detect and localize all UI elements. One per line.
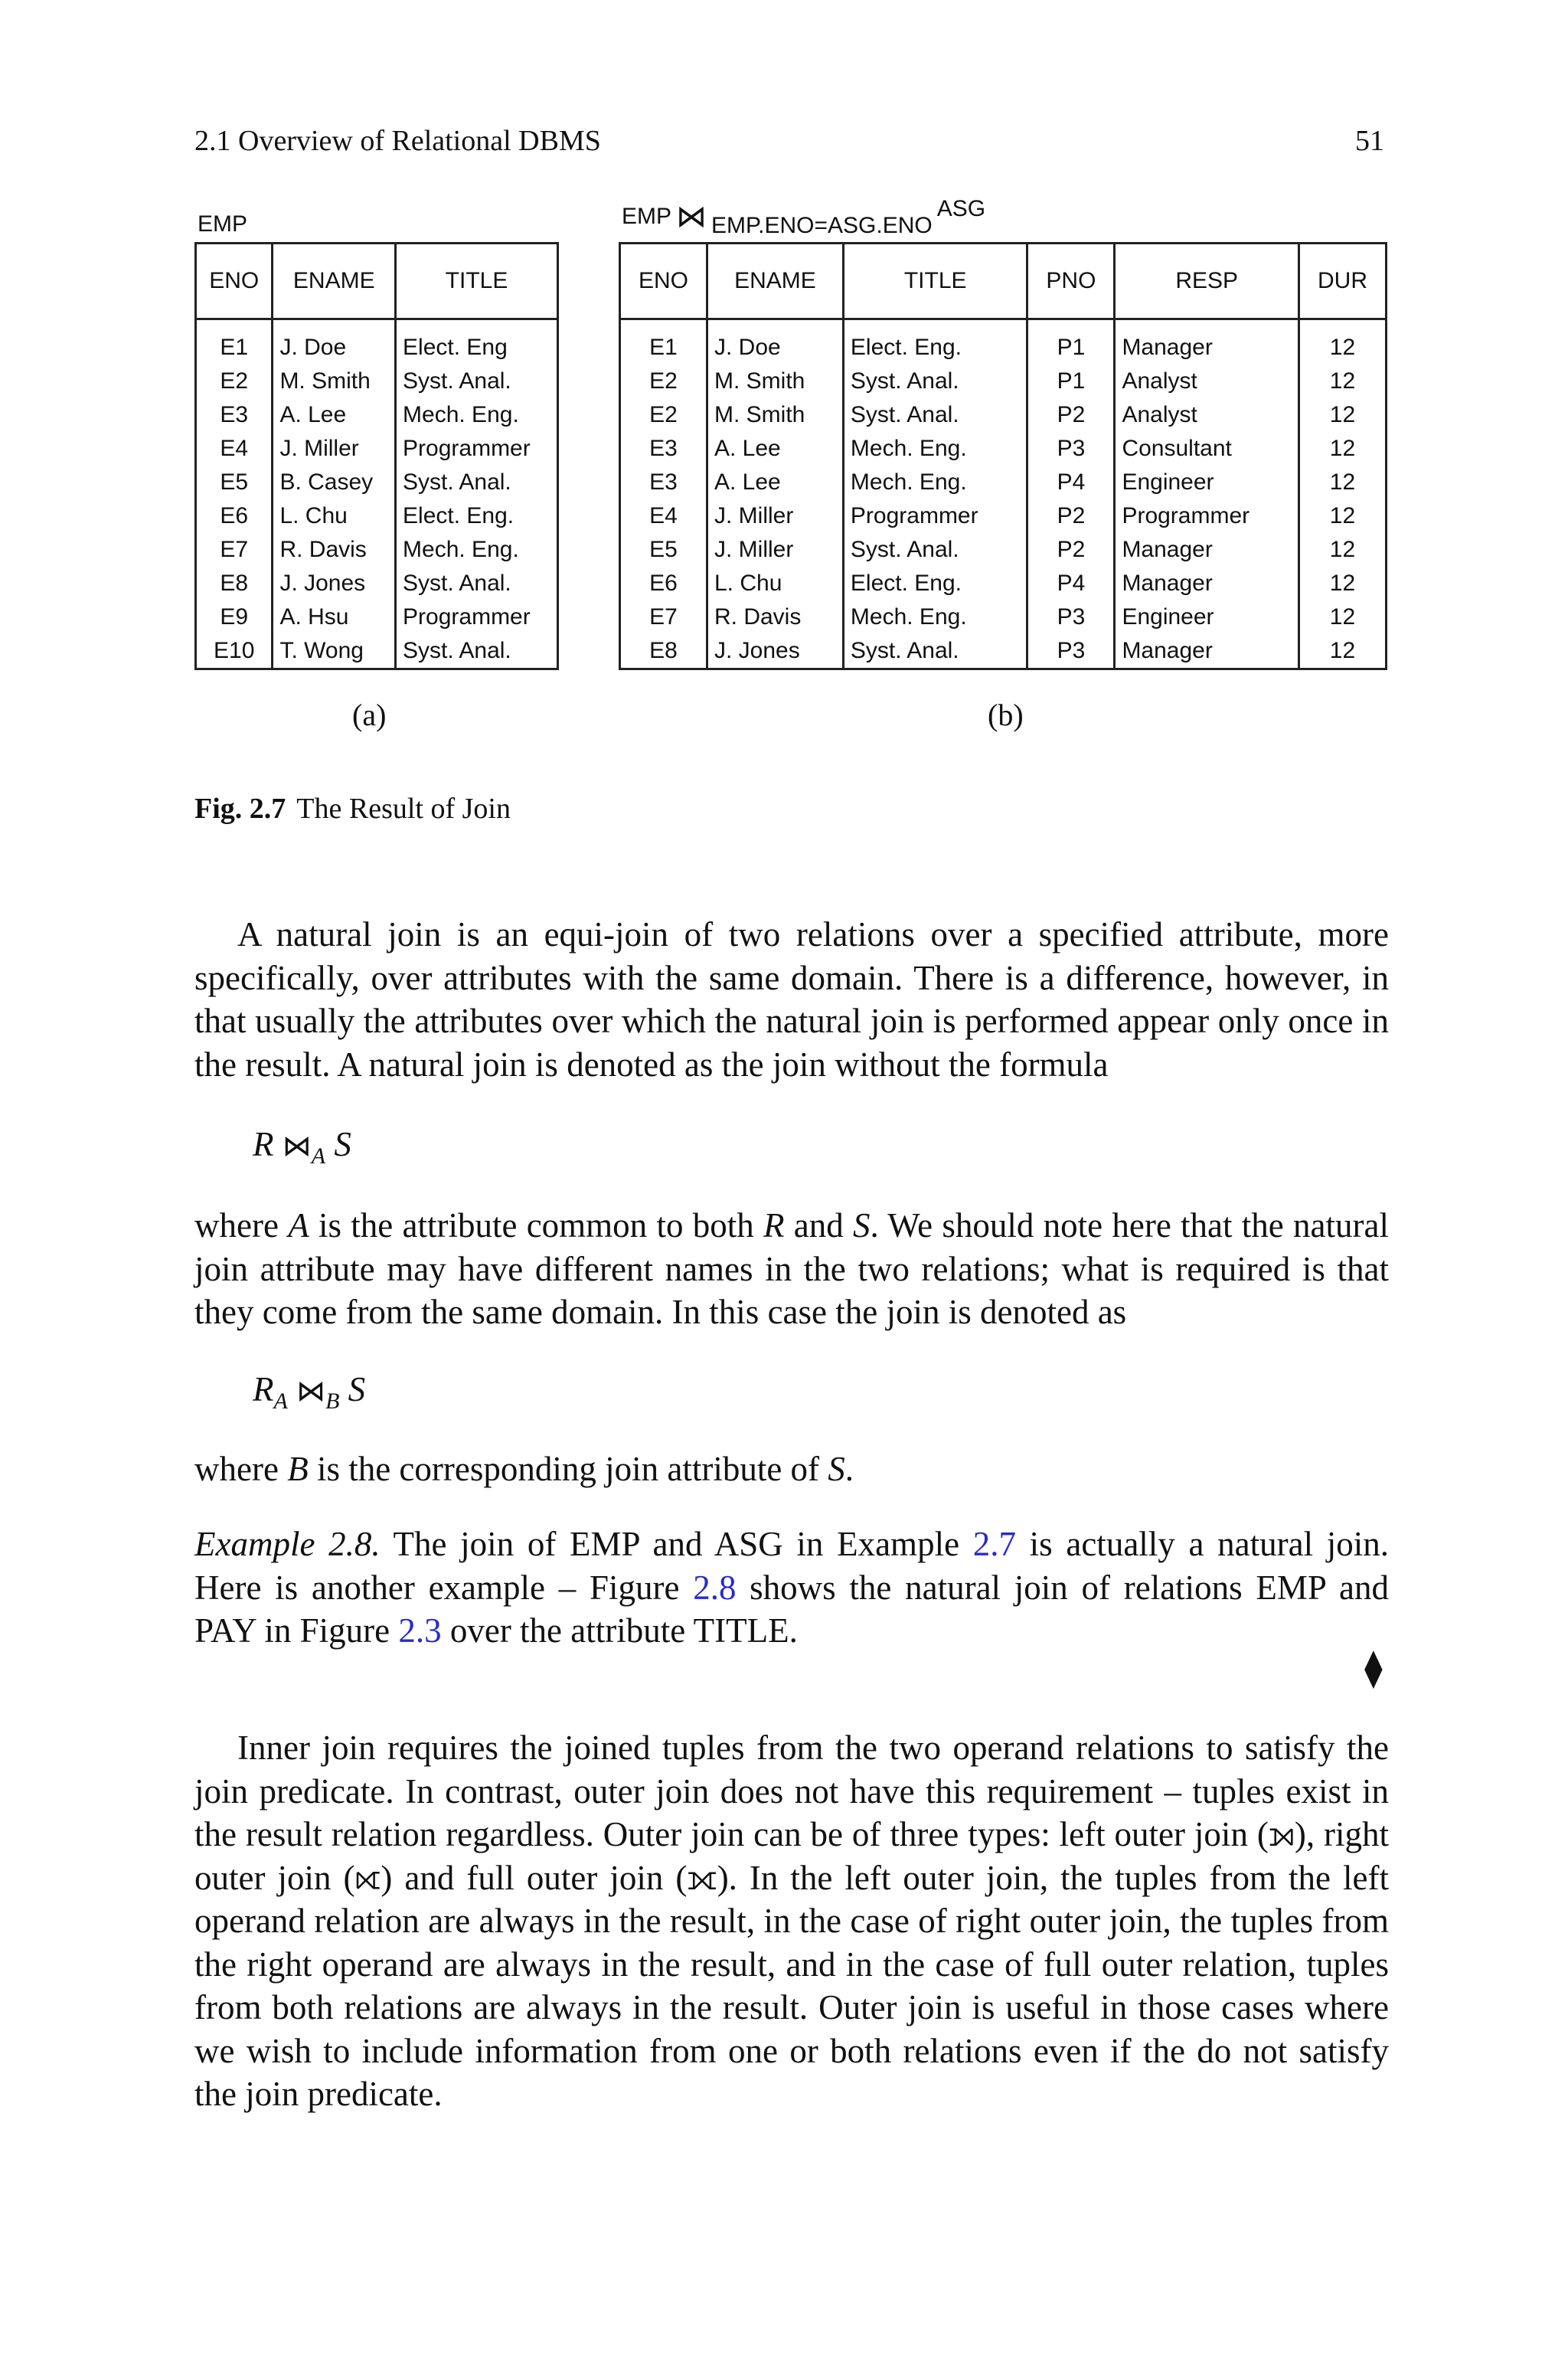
join-cell: Syst. Anal. bbox=[843, 533, 1027, 567]
join-cell: P3 bbox=[1027, 634, 1115, 669]
emp-cell: Elect. Eng bbox=[396, 319, 558, 365]
emp-cell: Syst. Anal. bbox=[396, 634, 558, 669]
join-cell: Programmer bbox=[843, 499, 1027, 533]
join-cell: P1 bbox=[1027, 319, 1115, 365]
join-column-header: DUR bbox=[1298, 244, 1386, 319]
join-cell: Syst. Anal. bbox=[843, 634, 1027, 669]
join-cell: 12 bbox=[1298, 499, 1386, 533]
join-table-row bbox=[620, 499, 1387, 533]
emp-cell: Programmer bbox=[396, 600, 558, 634]
join-cell: Mech. Eng. bbox=[843, 432, 1027, 466]
emp-cell: E10 bbox=[214, 638, 255, 663]
join-cell: Analyst bbox=[1115, 365, 1299, 398]
emp-cell: Mech. Eng. bbox=[396, 533, 558, 567]
paragraph-join-attribute-s: where B is the corresponding join attribute of S. bbox=[194, 1450, 854, 1488]
join-cell: J. Jones bbox=[707, 634, 844, 669]
emp-cell: J. Jones bbox=[273, 567, 396, 600]
join-cell: P4 bbox=[1027, 567, 1115, 600]
running-header: 2.1 Overview of Relational DBMS bbox=[194, 125, 601, 157]
emp-column-header: TITLE bbox=[396, 244, 558, 319]
emp-cell: Syst. Anal. bbox=[396, 365, 558, 398]
emp-cell: E3 bbox=[220, 402, 249, 427]
emp-cell: M. Smith bbox=[273, 365, 396, 398]
caption-number: Fig. 2.7 bbox=[194, 793, 286, 825]
subfigure-label-b: (b) bbox=[988, 698, 1024, 732]
join-cell: 12 bbox=[1298, 398, 1386, 432]
emp-cell: T. Wong bbox=[273, 634, 396, 669]
join-cell: Mech. Eng. bbox=[843, 466, 1027, 499]
join-table-row bbox=[620, 319, 1387, 365]
join-cell: P4 bbox=[1027, 466, 1115, 499]
emp-column-header: ENO bbox=[196, 244, 273, 319]
join-cell: E5 bbox=[649, 537, 678, 562]
figure-caption bbox=[194, 792, 511, 826]
formula-attribute-join: $R_A$ $⋈_B$ S bbox=[253, 1370, 366, 1414]
paragraph-outer-join: Inner join requires the joined tuples from the two operand relations to satisfy the join predicate. In contrast, outer join does not have this requirement – tuples exist in the result relation regardless. Outer join can be of three types: left outer join (⟕), right outer join (⟖) and full outer join (⟗). In the left outer join, the tuples from the left operand relation are always in the result, in the case of right outer join, the tuples from the right operand are always in the result, and in the case of full outer relation, tuples from both relations are always in the result. Outer join is useful in those cases where we wish to include information from one or both relations even if the do not satisfy the join predicate. bbox=[194, 1729, 1389, 2113]
emp-cell: L. Chu bbox=[273, 499, 396, 533]
emp-cell: E2 bbox=[220, 368, 249, 394]
join-cell: Elect. Eng. bbox=[843, 567, 1027, 600]
join-cell: P1 bbox=[1027, 365, 1115, 398]
paragraph-natural-join: A natural join is an equi-join of two relations over a specified attribute, more specifically, over attributes with the same domain. There is a difference, however, in that usually the attributes over which the natural join is performed appear only once in the result. A natural join is denoted as the join without the formula bbox=[194, 915, 1389, 1084]
emp-table-row bbox=[196, 319, 558, 365]
join-table-row bbox=[620, 533, 1387, 567]
paragraph-join-attribute: where A is the attribute common to both R and S. We should note here that the natural join attribute may have different names in the two relations; what is required is that they come from the same domain. In this case the join is denoted as bbox=[194, 1206, 1389, 1331]
join-cell: 12 bbox=[1298, 319, 1386, 365]
join-title-left: EMP bbox=[622, 204, 672, 229]
join-cell: P2 bbox=[1027, 499, 1115, 533]
emp-cell: E5 bbox=[220, 469, 249, 495]
join-cell: Manager bbox=[1115, 533, 1299, 567]
emp-cell: Programmer bbox=[396, 432, 558, 466]
join-cell: M. Smith bbox=[707, 398, 844, 432]
join-cell: 12 bbox=[1298, 432, 1386, 466]
emp-cell: Syst. Anal. bbox=[396, 567, 558, 600]
subfigure-label-a: (a) bbox=[352, 698, 387, 732]
join-table-row bbox=[620, 600, 1387, 634]
join-column-header: PNO bbox=[1027, 244, 1115, 319]
example-2-8: Example 2.8. The join of EMP and ASG in Example 2.7 is actually a natural join. Here is another example – Figure 2.8 shows the natural join of relations EMP and PAY in Figure 2.3 over the attribute TITLE. bbox=[194, 1525, 1390, 1650]
join-column-header: ENAME bbox=[707, 244, 844, 319]
formula-natural-join: R $⋈_A$ S bbox=[253, 1125, 351, 1169]
join-cell: 12 bbox=[1298, 365, 1386, 398]
join-cell: 12 bbox=[1298, 533, 1386, 567]
emp-cell: A. Lee bbox=[273, 398, 396, 432]
join-cell: Manager bbox=[1115, 634, 1299, 669]
emp-cell: R. Davis bbox=[273, 533, 396, 567]
join-cell: P3 bbox=[1027, 432, 1115, 466]
emp-table bbox=[194, 242, 559, 670]
join-cell: J. Miller bbox=[707, 533, 844, 567]
join-cell: E1 bbox=[649, 335, 678, 360]
join-cell: Analyst bbox=[1115, 398, 1299, 432]
join-table-row bbox=[620, 365, 1387, 398]
join-table-row bbox=[620, 432, 1387, 466]
join-cell: Consultant bbox=[1115, 432, 1299, 466]
join-cell: Syst. Anal. bbox=[843, 365, 1027, 398]
join-cell: 12 bbox=[1298, 634, 1386, 669]
emp-table-row bbox=[196, 600, 558, 634]
emp-table-row bbox=[196, 398, 558, 432]
emp-table-row bbox=[196, 567, 558, 600]
join-cell: E3 bbox=[649, 469, 678, 495]
emp-table-title: EMP bbox=[198, 211, 248, 237]
join-table-title bbox=[622, 196, 986, 238]
join-symbol: ⋈ bbox=[676, 200, 707, 234]
emp-table-row bbox=[196, 533, 558, 567]
emp-cell: B. Casey bbox=[273, 466, 396, 499]
end-of-example-diamond-icon: ⧫ bbox=[1364, 1648, 1383, 1689]
join-cell: 12 bbox=[1298, 567, 1386, 600]
join-column-header: TITLE bbox=[843, 244, 1027, 319]
emp-cell: A. Hsu bbox=[273, 600, 396, 634]
link-figure-2-3[interactable]: 2.3 bbox=[398, 1611, 442, 1650]
emp-cell: J. Miller bbox=[273, 432, 396, 466]
join-title-condition: EMP.ENO=ASG.ENO bbox=[711, 213, 933, 238]
join-cell: Programmer bbox=[1115, 499, 1299, 533]
join-cell: E8 bbox=[649, 638, 678, 663]
join-table bbox=[619, 242, 1387, 670]
join-cell: 12 bbox=[1298, 466, 1386, 499]
emp-cell: Syst. Anal. bbox=[396, 466, 558, 499]
join-cell: J. Doe bbox=[707, 319, 844, 365]
join-table-row bbox=[620, 567, 1387, 600]
join-column-header: ENO bbox=[620, 244, 707, 319]
link-example-2-7[interactable]: 2.7 bbox=[972, 1525, 1016, 1563]
join-title-right: ASG bbox=[936, 196, 986, 221]
join-cell: J. Miller bbox=[707, 499, 844, 533]
join-cell: E2 bbox=[649, 402, 678, 427]
join-cell: Elect. Eng. bbox=[843, 319, 1027, 365]
join-cell: Mech. Eng. bbox=[843, 600, 1027, 634]
page-number: 51 bbox=[1355, 125, 1384, 157]
emp-cell: Mech. Eng. bbox=[396, 398, 558, 432]
emp-cell: E7 bbox=[220, 537, 249, 562]
emp-cell: E8 bbox=[220, 571, 249, 596]
caption-text: The Result of Join bbox=[296, 793, 511, 825]
join-cell: A. Lee bbox=[707, 466, 844, 499]
emp-cell: E4 bbox=[220, 436, 249, 461]
emp-cell: Elect. Eng. bbox=[396, 499, 558, 533]
join-cell: R. Davis bbox=[707, 600, 844, 634]
join-table-row bbox=[620, 634, 1387, 669]
link-figure-2-8[interactable]: 2.8 bbox=[693, 1568, 737, 1607]
emp-table-row bbox=[196, 365, 558, 398]
join-cell: L. Chu bbox=[707, 567, 844, 600]
join-table-row bbox=[620, 398, 1387, 432]
join-cell: 12 bbox=[1298, 600, 1386, 634]
emp-table-row bbox=[196, 499, 558, 533]
join-cell: Manager bbox=[1115, 319, 1299, 365]
emp-table-row bbox=[196, 634, 558, 669]
emp-cell: J. Doe bbox=[273, 319, 396, 365]
join-cell: E7 bbox=[649, 604, 678, 630]
join-cell: E2 bbox=[649, 368, 678, 394]
join-cell: P2 bbox=[1027, 533, 1115, 567]
join-cell: M. Smith bbox=[707, 365, 844, 398]
join-column-header: RESP bbox=[1115, 244, 1299, 319]
join-cell: A. Lee bbox=[707, 432, 844, 466]
join-cell: P2 bbox=[1027, 398, 1115, 432]
emp-cell: E9 bbox=[220, 604, 249, 630]
join-table-row bbox=[620, 466, 1387, 499]
join-cell: Engineer bbox=[1115, 466, 1299, 499]
emp-table-row bbox=[196, 466, 558, 499]
join-cell: E4 bbox=[649, 503, 678, 528]
join-cell: P3 bbox=[1027, 600, 1115, 634]
emp-cell: E6 bbox=[220, 503, 249, 528]
join-cell: Syst. Anal. bbox=[843, 398, 1027, 432]
join-cell: Engineer bbox=[1115, 600, 1299, 634]
join-cell: E3 bbox=[649, 436, 678, 461]
join-cell: Manager bbox=[1115, 567, 1299, 600]
emp-table-row bbox=[196, 432, 558, 466]
emp-cell: E1 bbox=[220, 335, 249, 360]
example-label: Example 2.8. bbox=[194, 1525, 381, 1563]
emp-column-header: ENAME bbox=[273, 244, 396, 319]
join-cell: E6 bbox=[649, 571, 678, 596]
